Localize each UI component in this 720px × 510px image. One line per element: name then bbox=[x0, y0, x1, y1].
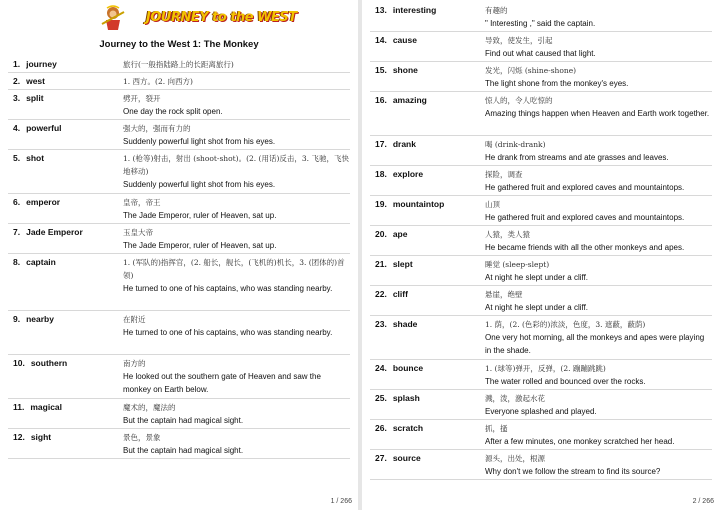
vocab-entry bbox=[8, 90, 350, 120]
entry-term bbox=[8, 75, 123, 86]
entry-word: emperor bbox=[26, 197, 61, 207]
vocab-entry bbox=[370, 92, 712, 136]
entry-number: 5. bbox=[13, 153, 21, 163]
entry-number: 12. bbox=[13, 432, 25, 442]
entry-chinese-meaning: 景色，景象 bbox=[123, 433, 161, 442]
entry-example-sentence: Find out what caused that light. bbox=[485, 49, 596, 58]
entry-chinese-meaning: 强大的，强而有力的 bbox=[123, 124, 191, 133]
entry-definition bbox=[123, 401, 350, 425]
entry-example-sentence: He drank from streams and ate grasses and leaves. bbox=[485, 153, 669, 162]
entry-definition bbox=[485, 318, 712, 356]
entry-word: scratch bbox=[392, 423, 424, 433]
entry-word: shone bbox=[392, 65, 418, 75]
entry-example-sentence: Suddenly powerful light shot from his eyes. bbox=[123, 180, 276, 189]
entry-term bbox=[8, 401, 123, 425]
entry-chinese-meaning: 1. 荫，(2. (色彩的)浓淡，色度，3. 遮蔽，蔽荫) bbox=[485, 320, 646, 329]
entry-definition bbox=[123, 58, 350, 69]
vocab-entry bbox=[370, 286, 712, 316]
entry-chinese-meaning: 劈开，裂开 bbox=[123, 94, 161, 103]
entry-word: split bbox=[26, 93, 44, 103]
entry-word: nearby bbox=[26, 314, 54, 324]
entry-example-sentence: Suddenly powerful light shot from his eyes. bbox=[123, 137, 276, 146]
entry-chinese-meaning: 南方的 bbox=[123, 359, 146, 368]
entry-example-sentence: After a few minutes, one monkey scratched her head. bbox=[485, 437, 675, 446]
entry-example-sentence: He turned to one of his captains, who was standing nearby. bbox=[123, 284, 333, 293]
entry-term bbox=[8, 226, 123, 250]
entry-definition bbox=[485, 94, 712, 132]
entry-word: powerful bbox=[26, 123, 62, 133]
entry-example-sentence: He became friends with all the other monkeys and apes. bbox=[485, 243, 685, 252]
entry-example-sentence: He looked out the southern gate of Heaven and saw the monkey on Earth below. bbox=[123, 372, 321, 394]
entry-definition bbox=[123, 256, 350, 307]
entry-example-sentence: But the captain had magical sight. bbox=[123, 416, 244, 425]
entry-term bbox=[370, 422, 485, 446]
entry-definition bbox=[485, 138, 712, 162]
vocabulary-list bbox=[8, 56, 350, 459]
entry-chinese-meaning: 1. (球等)弹开，反弹，(2. 蹦蹦跳跳) bbox=[485, 364, 606, 373]
entry-definition bbox=[123, 122, 350, 146]
entry-chinese-meaning: 人猿，类人猿 bbox=[485, 230, 530, 239]
entry-number: 25. bbox=[375, 393, 387, 403]
entry-definition bbox=[485, 168, 712, 192]
entry-chinese-meaning: 有趣的 bbox=[485, 6, 508, 15]
journey-to-the-west-logo bbox=[100, 4, 297, 34]
vocab-entry bbox=[8, 56, 350, 73]
entry-term bbox=[370, 288, 485, 312]
entry-chinese-meaning: 1. (枪等)射击，射出 (shoot-shot)。(2. (用话)反击，3. 飞驰，飞快地移动) bbox=[123, 154, 349, 176]
entry-definition bbox=[485, 258, 712, 282]
entry-word: mountaintop bbox=[392, 199, 445, 209]
entry-chinese-meaning: 导致，使发生，引起 bbox=[485, 36, 553, 45]
entry-number: 6. bbox=[13, 197, 21, 207]
entry-number: 9. bbox=[13, 314, 21, 324]
entry-chinese-meaning: 玉皇大帝 bbox=[123, 228, 153, 237]
entry-chinese-meaning: 1. 西方。(2. 向西方) bbox=[123, 77, 193, 86]
entry-definition bbox=[123, 226, 350, 250]
entry-definition bbox=[485, 228, 712, 252]
vocab-entry bbox=[8, 399, 350, 429]
entry-chinese-meaning: 山顶 bbox=[485, 200, 500, 209]
entry-chinese-meaning: 旅行(一般指陆路上的长距离旅行) bbox=[123, 60, 234, 69]
entry-example-sentence: One day the rock split open. bbox=[123, 107, 223, 116]
monkey-king-icon bbox=[100, 4, 126, 32]
entry-term bbox=[370, 138, 485, 162]
entry-chinese-meaning: 悬崖，绝壁 bbox=[485, 290, 523, 299]
entry-term bbox=[370, 4, 485, 28]
entry-word: sight bbox=[30, 432, 52, 442]
entry-number: 13. bbox=[375, 5, 387, 15]
entry-example-sentence: But the captain had magical sight. bbox=[123, 446, 244, 455]
page-1 bbox=[0, 0, 358, 510]
entry-definition bbox=[485, 422, 712, 446]
entry-word: cliff bbox=[392, 289, 408, 299]
entry-example-sentence: The Jade Emperor, ruler of Heaven, sat up. bbox=[123, 211, 277, 220]
entry-chinese-meaning: 皇帝，帝王 bbox=[123, 198, 161, 207]
entry-number: 27. bbox=[375, 453, 387, 463]
vocab-entry bbox=[370, 166, 712, 196]
vocab-entry bbox=[8, 254, 350, 311]
entry-number: 3. bbox=[13, 93, 21, 103]
entry-example-sentence: The light shone from the monkey's eyes. bbox=[485, 79, 629, 88]
entry-definition bbox=[485, 34, 712, 58]
entry-word: splash bbox=[392, 393, 420, 403]
entry-definition bbox=[123, 196, 350, 220]
vocab-entry bbox=[8, 120, 350, 150]
entry-chinese-meaning: 发光，闪烁 (shine-shone) bbox=[485, 66, 577, 75]
entry-term bbox=[370, 452, 485, 476]
entry-definition bbox=[485, 4, 712, 28]
entry-number: 21. bbox=[375, 259, 387, 269]
page-2 bbox=[362, 0, 720, 510]
entry-word: slept bbox=[392, 259, 413, 269]
entry-number: 2. bbox=[13, 76, 21, 86]
vocabulary-list bbox=[370, 2, 712, 480]
entry-definition bbox=[485, 392, 712, 416]
entry-number: 23. bbox=[375, 319, 387, 329]
entry-term bbox=[8, 152, 123, 190]
vocab-entry bbox=[370, 420, 712, 450]
logo-text: JOURNEY to the WEST bbox=[146, 10, 297, 25]
entry-term bbox=[370, 168, 485, 192]
entry-term bbox=[8, 92, 123, 116]
entry-chinese-meaning: 惊人的，令人吃惊的 bbox=[485, 96, 553, 105]
entry-word: shot bbox=[26, 153, 45, 163]
entry-definition bbox=[123, 75, 350, 86]
entry-example-sentence: The Jade Emperor, ruler of Heaven, sat up. bbox=[123, 241, 277, 250]
entry-term bbox=[370, 34, 485, 58]
entry-chinese-meaning: 溅，泼，激起水花 bbox=[485, 394, 545, 403]
entry-word: explore bbox=[392, 169, 424, 179]
entry-term bbox=[370, 392, 485, 416]
entry-chinese-meaning: 在附近 bbox=[123, 315, 146, 324]
entry-definition bbox=[123, 313, 350, 351]
entry-word: cause bbox=[392, 35, 417, 45]
entry-number: 1. bbox=[13, 59, 21, 69]
entry-number: 8. bbox=[13, 257, 21, 267]
entry-example-sentence: At night he slept under a cliff. bbox=[485, 303, 589, 312]
entry-word: southern bbox=[30, 358, 68, 368]
vocab-entry bbox=[8, 355, 350, 399]
entry-number: 10. bbox=[13, 358, 25, 368]
entry-term bbox=[8, 431, 123, 455]
entry-number: 7. bbox=[13, 227, 21, 237]
entry-word: bounce bbox=[392, 363, 424, 373]
entry-word: source bbox=[392, 453, 421, 463]
entry-example-sentence: The water rolled and bounced over the rocks. bbox=[485, 377, 646, 386]
vocab-entry bbox=[8, 224, 350, 254]
entry-example-sentence: " Interesting ," said the captain. bbox=[485, 19, 596, 28]
entry-number: 11. bbox=[13, 402, 25, 412]
entry-chinese-meaning: 探险，调查 bbox=[485, 170, 523, 179]
entry-example-sentence: He gathered fruit and explored caves and mountaintops. bbox=[485, 183, 685, 192]
entry-term bbox=[8, 196, 123, 220]
entry-definition bbox=[123, 431, 350, 455]
entry-word: drank bbox=[392, 139, 416, 149]
entry-word: amazing bbox=[392, 95, 427, 105]
entry-definition bbox=[485, 362, 712, 386]
entry-definition bbox=[485, 198, 712, 222]
vocab-entry bbox=[370, 256, 712, 286]
entry-number: 20. bbox=[375, 229, 387, 239]
entry-number: 4. bbox=[13, 123, 21, 133]
entry-definition bbox=[123, 152, 350, 190]
entry-term bbox=[370, 258, 485, 282]
entry-example-sentence: Everyone splashed and played. bbox=[485, 407, 597, 416]
page-title: Journey to the West 1: The Monkey bbox=[99, 39, 259, 50]
entry-number: 24. bbox=[375, 363, 387, 373]
entry-definition bbox=[485, 288, 712, 312]
vocab-entry bbox=[370, 2, 712, 32]
entry-word: shade bbox=[392, 319, 418, 329]
entry-definition bbox=[123, 357, 350, 395]
vocab-entry bbox=[370, 450, 712, 480]
entry-term bbox=[8, 256, 123, 307]
vocab-entry bbox=[370, 360, 712, 390]
vocab-entry bbox=[370, 196, 712, 226]
entry-definition bbox=[485, 452, 712, 476]
entry-number: 14. bbox=[375, 35, 387, 45]
entry-chinese-meaning: 喝 (drink-drank) bbox=[485, 140, 546, 149]
entry-word: interesting bbox=[392, 5, 437, 15]
vocab-entry bbox=[8, 73, 350, 90]
entry-term bbox=[370, 64, 485, 88]
entry-term bbox=[8, 122, 123, 146]
vocab-entry bbox=[8, 429, 350, 459]
entry-term bbox=[8, 58, 123, 69]
entry-chinese-meaning: 睡觉 (sleep-slept) bbox=[485, 260, 550, 269]
entry-definition bbox=[485, 64, 712, 88]
entry-term bbox=[370, 228, 485, 252]
vocab-entry bbox=[8, 311, 350, 355]
entry-term bbox=[8, 357, 123, 395]
entry-number: 15. bbox=[375, 65, 387, 75]
entry-example-sentence: He gathered fruit and explored caves and mountaintops. bbox=[485, 213, 685, 222]
entry-example-sentence: Why don't we follow the stream to find its source? bbox=[485, 467, 661, 476]
entry-term bbox=[370, 362, 485, 386]
entry-number: 22. bbox=[375, 289, 387, 299]
entry-chinese-meaning: 魔术的，魔法的 bbox=[123, 403, 176, 412]
entry-word: journey bbox=[26, 59, 57, 69]
entry-number: 16. bbox=[375, 95, 387, 105]
entry-term bbox=[370, 94, 485, 132]
entry-term bbox=[370, 318, 485, 356]
entry-example-sentence: Amazing things happen when Heaven and Earth work together. bbox=[485, 109, 710, 118]
page-number: 1 / 266 bbox=[330, 498, 352, 505]
vocab-entry bbox=[370, 32, 712, 62]
entry-word: captain bbox=[26, 257, 56, 267]
entry-number: 19. bbox=[375, 199, 387, 209]
entry-example-sentence: He turned to one of his captains, who was standing nearby. bbox=[123, 328, 333, 337]
entry-term bbox=[8, 313, 123, 351]
entry-chinese-meaning: 源头，出处，根源 bbox=[485, 454, 545, 463]
entry-chinese-meaning: 1. (军队的)指挥官，(2. 船长，舰长，(飞机的)机长，3. (团体的)首领) bbox=[123, 258, 345, 280]
vocab-entry bbox=[370, 136, 712, 166]
entry-example-sentence: One very hot morning, all the monkeys and apes were playing in the shade. bbox=[485, 333, 705, 355]
vocab-entry bbox=[370, 62, 712, 92]
vocab-entry bbox=[8, 194, 350, 224]
vocab-entry bbox=[370, 390, 712, 420]
entry-example-sentence: At night he slept under a cliff. bbox=[485, 273, 589, 282]
entry-number: 26. bbox=[375, 423, 387, 433]
entry-chinese-meaning: 抓，搔 bbox=[485, 424, 508, 433]
entry-definition bbox=[123, 92, 350, 116]
entry-number: 18. bbox=[375, 169, 387, 179]
entry-word: magical bbox=[30, 402, 63, 412]
vocab-entry bbox=[370, 316, 712, 360]
page-number: 2 / 266 bbox=[692, 498, 714, 505]
entry-word: west bbox=[26, 76, 45, 86]
entry-number: 17. bbox=[375, 139, 387, 149]
entry-term bbox=[370, 198, 485, 222]
vocab-entry bbox=[370, 226, 712, 256]
vocab-entry bbox=[8, 150, 350, 194]
entry-word: Jade Emperor bbox=[26, 227, 83, 237]
entry-word: ape bbox=[392, 229, 408, 239]
